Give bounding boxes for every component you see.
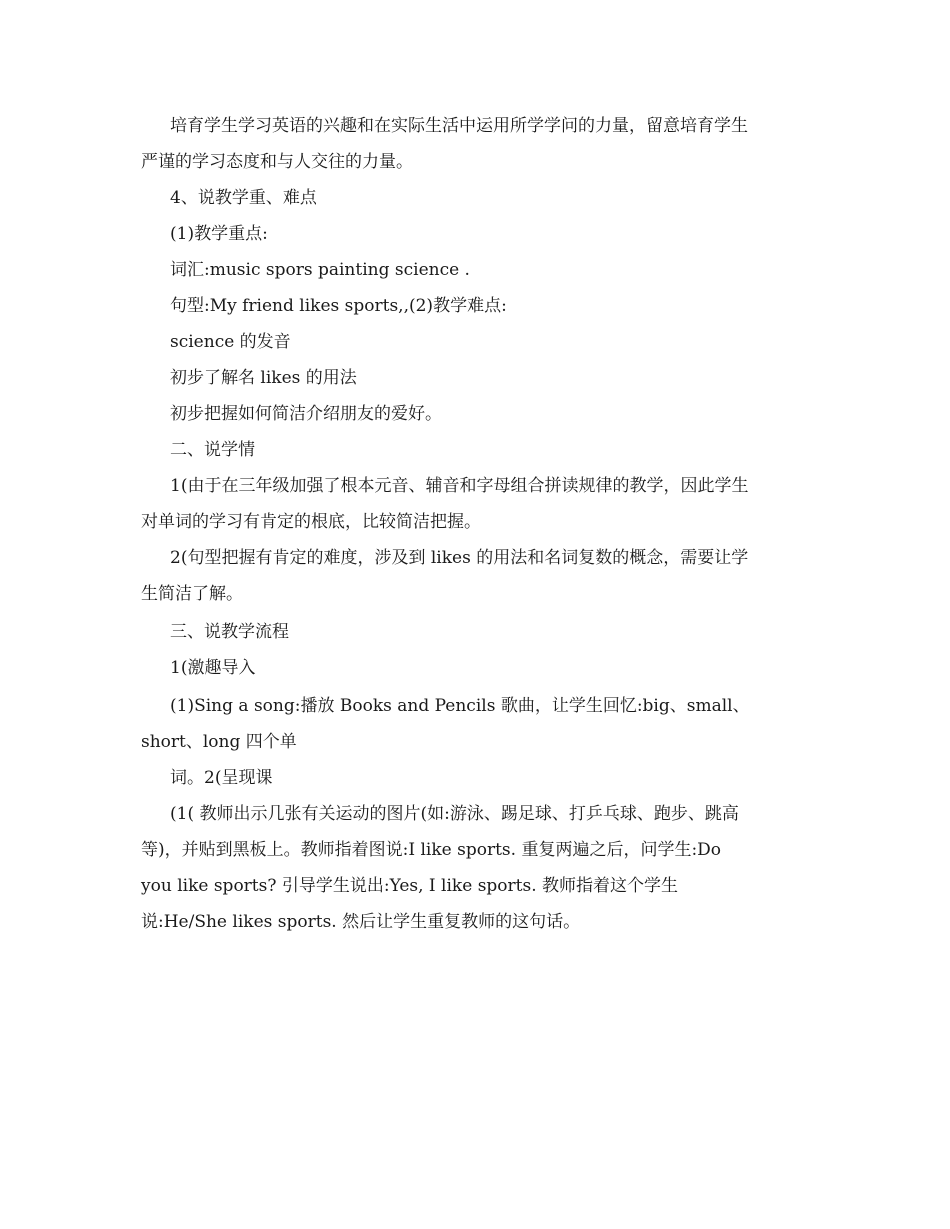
paragraph-line: (1( 教师出示几张有关运动的图片(如:游泳、踢足球、打乒乓球、跑步、跳高 [170,804,739,824]
paragraph-line: 严谨的学习态度和与人交往的力量。 [141,152,413,172]
paragraph-line: 2(句型把握有肯定的难度，涉及到 likes 的用法和名词复数的概念，需要让学 [170,548,749,568]
section-heading: 二、说学情 [170,440,255,460]
subsection-heading: (1)教学重点: [170,224,268,244]
paragraph-line: 培育学生学习英语的兴趣和在实际生活中运用所学学问的力量，留意培育学生 [170,116,748,136]
difficulty-line: 初步把握如何简洁介绍朋友的爱好。 [170,404,442,424]
section-heading: 三、说教学流程 [170,622,289,642]
paragraph-line: 等)，并贴到黑板上。教师指着图说:I like sports. 重复两遍之后，问学生:Do [141,840,722,860]
difficulty-line: 初步了解名 likes 的用法 [170,368,357,388]
paragraph-line: 词。2(呈现课 [170,768,273,788]
paragraph-line: 说:He/She likes sports. 然后让学生重复教师的这句话。 [141,912,581,932]
paragraph-line: you like sports? 引导学生说出:Yes, I like sports. 教师指着这个学生 [141,876,679,896]
vocabulary-line: 词汇:music spors painting science . [170,260,470,280]
paragraph-line: 1(由于在三年级加强了根本元音、辅音和字母组合拼读规律的教学，因此学生 [170,476,749,496]
difficulty-line: science 的发音 [170,332,291,352]
paragraph-line: short、long 四个单 [141,732,297,752]
paragraph-line: 生简洁了解。 [141,584,243,604]
subsection-heading: 1(激趣导入 [170,658,256,678]
paragraph-line: 对单词的学习有肯定的根底，比较简洁把握。 [141,512,481,532]
section-heading: 4、说教学重、难点 [170,188,317,208]
sentence-pattern-line: 句型:My friend likes sports,,(2)教学难点: [170,296,507,316]
paragraph-line: (1)Sing a song:播放 Books and Pencils 歌曲，让学生回忆:big、small、 [170,696,750,716]
